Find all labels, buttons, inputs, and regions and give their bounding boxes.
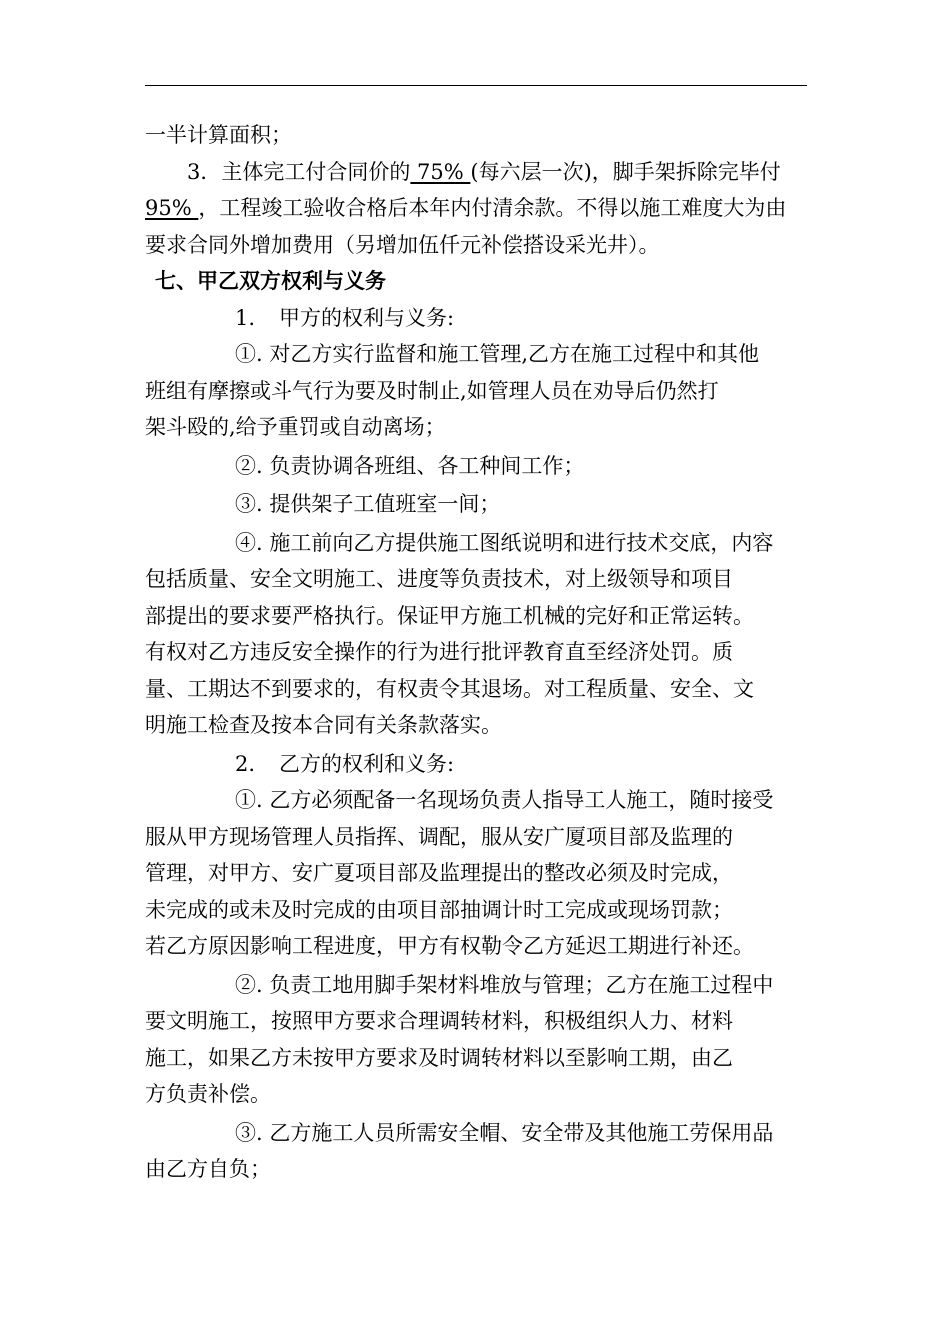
text-line: 班组有摩擦或斗气行为要及时制止,如管理人员在劝导后仍然打 bbox=[145, 378, 719, 403]
text-line: ③. 提供架子工值班室一间； bbox=[235, 492, 501, 516]
list-item bbox=[145, 486, 817, 523]
text-line: 明施工检查及按本合同有关条款落实。 bbox=[145, 713, 502, 737]
underlined-value: 95% bbox=[145, 196, 199, 220]
text-line: 有权对乙方违反安全操作的行为进行批评教育直至经济处罚。质 bbox=[145, 640, 733, 664]
subsection-number: 1. bbox=[235, 305, 256, 330]
header-rule bbox=[145, 85, 807, 86]
text-line: 量、工期达不到要求的，有权责令其退场。对工程质量、安全、文 bbox=[145, 676, 754, 701]
subsection-party-a bbox=[145, 300, 817, 744]
text-line: 包括质量、安全文明施工、进度等负责技术，对上级领导和项目 bbox=[145, 567, 733, 591]
text-line: ①. 乙方必须配备一名现场负责人指导工人施工，随时接受 bbox=[235, 788, 774, 812]
document-body bbox=[145, 117, 817, 1188]
list-item bbox=[145, 1115, 817, 1188]
text-line: 管理，对甲方、安广夏项目部及监理提出的整改必须及时完成， bbox=[145, 861, 733, 885]
text-line: 部提出的要求要严格执行。保证甲方施工机械的完好和正常运转。 bbox=[145, 603, 754, 628]
text-line: 要文明施工，按照甲方要求合理调转材料，积极组织人力、材料 bbox=[145, 1009, 733, 1033]
text-line: 一半计算面积； bbox=[145, 123, 292, 147]
subsection-label: 乙方的权利和义务: bbox=[279, 751, 455, 776]
text-line: 方负责补偿。 bbox=[145, 1082, 271, 1106]
list-item bbox=[145, 967, 817, 1113]
text-line: 若乙方原因影响工程进度，甲方有权勒令乙方延迟工期进行补还。 bbox=[145, 934, 754, 958]
list-item bbox=[145, 336, 817, 446]
underlined-value: 75% bbox=[410, 159, 471, 184]
text-run: 3．主体完工付合同价的 bbox=[187, 159, 411, 184]
text-line: ①. 对乙方实行监督和施工管理,乙方在施工过程中和其他 bbox=[235, 342, 760, 366]
list-item bbox=[145, 525, 817, 744]
text-line: ②. 负责协调各班组、各工种间工作； bbox=[235, 453, 585, 478]
subsection-number: 2. bbox=[235, 751, 256, 776]
text-line bbox=[145, 154, 817, 191]
text-run: (每六层一次)，脚手架拆除完毕付 bbox=[470, 159, 781, 184]
subsection-party-b bbox=[145, 746, 817, 1188]
subsection-title bbox=[145, 300, 817, 337]
text-line: ②. 负责工地用脚手架材料堆放与管理；乙方在施工过程中 bbox=[235, 972, 774, 997]
text-line: 服从甲方现场管理人员指挥、调配，服从安广厦项目部及监理的 bbox=[145, 824, 733, 849]
section-heading: 七、甲乙双方权利与义务 bbox=[155, 268, 386, 293]
text-line: 施工，如果乙方未按甲方要求及时调转材料以至影响工期，由乙 bbox=[145, 1045, 733, 1070]
text-line: 架斗殴的,给予重罚或自动离场； bbox=[145, 415, 446, 439]
text-line: ③. 乙方施工人员所需安全帽、安全带及其他施工劳保用品 bbox=[235, 1120, 774, 1145]
subsection-label: 甲方的权利与义务: bbox=[279, 305, 455, 330]
text-line: 未完成的或未及时完成的由项目部抽调计时工完成或现场罚款； bbox=[145, 897, 733, 922]
subsection-title bbox=[145, 746, 817, 783]
text-run: ，工程竣工验收合格后本年内付清余款。不得以施工难度大为由 bbox=[198, 196, 787, 220]
text-line: ④. 施工前向乙方提供施工图纸说明和进行技术交底，内容 bbox=[235, 530, 774, 555]
list-item bbox=[145, 448, 817, 485]
paragraph-payment bbox=[145, 154, 817, 264]
list-item bbox=[145, 782, 817, 965]
text-line: 由乙方自负； bbox=[145, 1157, 271, 1181]
text-line bbox=[145, 190, 817, 227]
text-line: 要求合同外增加费用（另增加伍仟元补偿搭设采光井）。 bbox=[145, 232, 660, 257]
